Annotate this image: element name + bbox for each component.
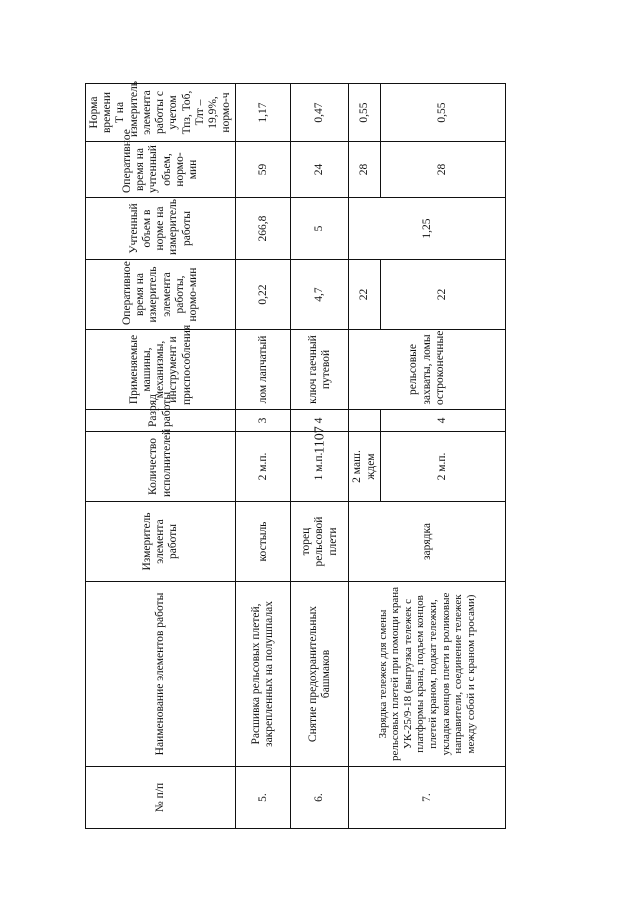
header-norm: Норма времени Т на измеритель элемента работы с учетом Тпз, Тоб, Тлт – 19,9%, нормо-ч (86, 84, 236, 142)
header-num: № п/п (86, 767, 236, 829)
cell-volume: 266,8 (236, 198, 291, 260)
cell-num: 7. (349, 767, 505, 829)
page-number: 1107 (312, 426, 328, 454)
header-op-time: Оперативное время на измеритель элемента работы, нормо-мин (86, 260, 236, 330)
cell-machines: рельсовые захваты, ломы остроконечные (349, 330, 505, 410)
cell-norm: 1,17 (236, 84, 291, 142)
cell-op-counted-a: 28 (349, 142, 380, 198)
table-header-row (86, 84, 236, 829)
cell-name: Расшивка рельсовых плетей, закрепленных на полушпалах (236, 582, 291, 767)
cell-op-time-a: 22 (349, 260, 380, 330)
cell-norm-b: 0,55 (380, 84, 505, 142)
cell-meter: зарядка (349, 502, 505, 582)
cell-op-counted: 59 (236, 142, 291, 198)
header-grade: Разряд работы (86, 410, 236, 432)
cell-workers-b: 2 м.п. (380, 432, 505, 502)
header-volume: Учтенный объем в норме на измеритель работы (86, 198, 236, 260)
table-row (291, 84, 349, 829)
cell-grade: 4 (291, 410, 349, 432)
cell-machines: ключ гаечный путевой (291, 330, 349, 410)
cell-norm-a: 0,55 (349, 84, 380, 142)
table-row (349, 84, 380, 829)
cell-meter: костыль (236, 502, 291, 582)
cell-meter: торец рельсовой плети (291, 502, 349, 582)
work-elements-table (85, 83, 506, 829)
cell-num: 5. (236, 767, 291, 829)
cell-workers: 2 м.п. (236, 432, 291, 502)
cell-norm: 0,47 (291, 84, 349, 142)
table-row (236, 84, 291, 829)
cell-name: Снятие предохранительных башмаков (291, 582, 349, 767)
cell-workers: 1 м.п. (291, 432, 349, 502)
rotated-table-wrapper (85, 81, 478, 829)
cell-grade-a (349, 410, 380, 432)
cell-op-counted: 24 (291, 142, 349, 198)
cell-volume: 1,25 (349, 198, 505, 260)
cell-name: Зарядка тележек для смены рельсовых плетей при помощи крана УК-25/9-18 (выгрузка тележек с платформы крана, подъем концов плетей краном, подкат тележки, укладка концов плети в роликовые направители, соединение тележек между собой и с краном тросами) (349, 582, 505, 767)
cell-machines: лом лапчатый (236, 330, 291, 410)
cell-op-time: 4,7 (291, 260, 349, 330)
cell-op-counted-b: 28 (380, 142, 505, 198)
header-meter: Измеритель элемента работы (86, 502, 236, 582)
cell-workers-a: 2 маш. ждем (349, 432, 380, 502)
cell-grade-b: 4 (380, 410, 505, 432)
cell-op-time-b: 22 (380, 260, 505, 330)
header-name: Наименование элементов работы (86, 582, 236, 767)
cell-volume: 5 (291, 198, 349, 260)
cell-num: 6. (291, 767, 349, 829)
header-machines: Применяемые машины, механизмы, инструмент и приспособления (86, 330, 236, 410)
header-workers: Количество исполнителей (86, 432, 236, 502)
header-op-counted: Оперативное время на учтенный объем, нормо-мин (86, 142, 236, 198)
cell-op-time: 0,22 (236, 260, 291, 330)
cell-grade: 3 (236, 410, 291, 432)
